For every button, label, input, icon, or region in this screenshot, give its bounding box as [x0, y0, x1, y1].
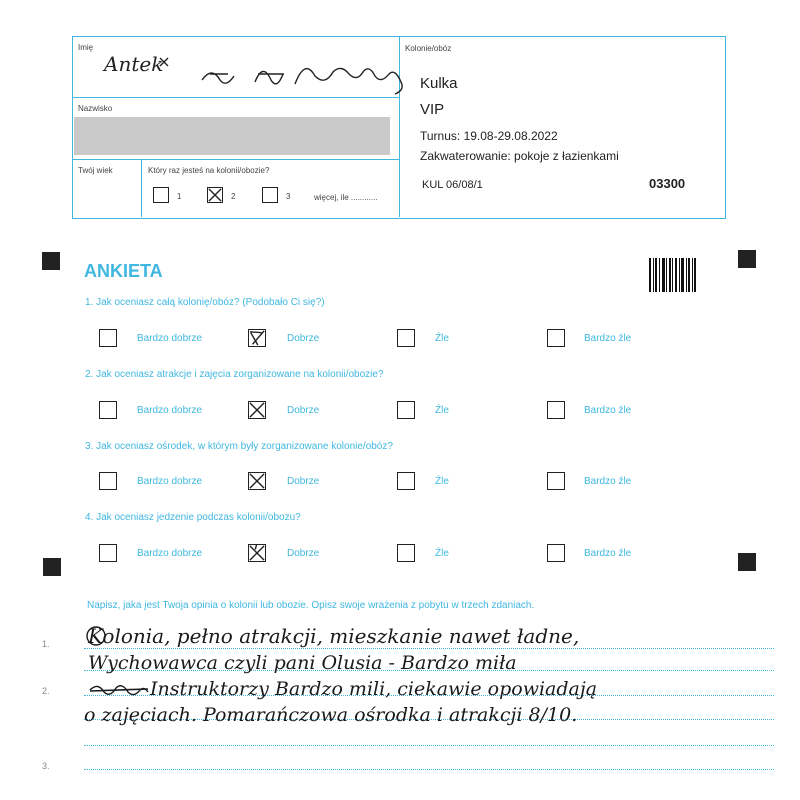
form-number: 03300 — [649, 176, 686, 191]
answer-line-1 — [84, 648, 774, 649]
times-option-2: 2 — [231, 192, 236, 201]
times-option-1: 1 — [177, 192, 182, 201]
q1-option-bardzo-zle: Bardzo źle — [584, 333, 632, 344]
name-label: Imię — [78, 43, 94, 52]
registration-mark-top-left — [42, 252, 60, 270]
header-divider-surname — [72, 159, 399, 160]
q2-option-bardzo-dobrze: Bardzo dobrze — [137, 405, 203, 416]
camp-type: VIP — [420, 101, 445, 118]
line-number-2: 2. — [42, 686, 50, 696]
q3-option-bardzo-zle: Bardzo źle — [584, 476, 632, 487]
q4-checkbox-bardzo-zle[interactable] — [547, 544, 565, 562]
camp-name: Kulka — [420, 75, 458, 92]
question-2: 2. Jak oceniasz atrakcje i zajęcia zorganizowane na kolonii/obozie? — [85, 369, 384, 380]
handwritten-line-3: Instruktorzy Bardzo mili, ciekawie opowiadają — [150, 678, 598, 700]
surname-label: Nazwisko — [78, 104, 113, 113]
q1-checkbox-dobrze[interactable] — [248, 329, 266, 347]
header-divider-age — [141, 159, 142, 217]
q2-checkbox-bardzo-dobrze[interactable] — [99, 401, 117, 419]
answer-line-6 — [84, 769, 774, 770]
line-number-1: 1. — [42, 639, 50, 649]
q3-option-zle: Źle — [435, 476, 449, 487]
q1-option-dobrze: Dobrze — [287, 333, 320, 344]
q2-option-bardzo-zle: Bardzo źle — [584, 405, 632, 416]
q1-checkbox-bardzo-dobrze[interactable] — [99, 329, 117, 347]
handwritten-line-4: o zajęciach. Pomarańczowa ośrodka i atrakcji 8/10. — [84, 704, 578, 726]
q4-checkbox-bardzo-dobrze[interactable] — [99, 544, 117, 562]
handwritten-circle — [84, 624, 108, 648]
turnus: Turnus: 19.08-29.08.2022 — [420, 129, 558, 143]
barcode — [649, 258, 703, 292]
times-label: Który raz jesteś na kolonii/obozie? — [148, 166, 270, 175]
question-3: 3. Jak oceniasz ośrodek, w którym były zorganizowane kolonie/obóz? — [85, 441, 393, 452]
q2-checkbox-bardzo-zle[interactable] — [547, 401, 565, 419]
times-checkbox-1[interactable] — [153, 187, 169, 203]
checkmark-x-icon — [249, 545, 265, 561]
q4-option-zle: Źle — [435, 548, 449, 559]
q1-checkbox-zle[interactable] — [397, 329, 415, 347]
registration-mark-top-right — [738, 250, 756, 268]
q3-option-bardzo-dobrze: Bardzo dobrze — [137, 476, 203, 487]
q4-option-bardzo-dobrze: Bardzo dobrze — [137, 548, 203, 559]
q2-checkbox-dobrze[interactable] — [248, 401, 266, 419]
checkmark-icon — [249, 330, 265, 346]
handwritten-strikethrough — [88, 680, 150, 702]
q4-checkbox-zle[interactable] — [397, 544, 415, 562]
q4-checkbox-dobrze[interactable] — [248, 544, 266, 562]
question-1: 1. Jak oceniasz całą kolonię/obóz? (Podobało Ci się?) — [85, 297, 325, 308]
q2-option-zle: Źle — [435, 405, 449, 416]
handwritten-line-1: Kolonia, pełno atrakcji, mieszkanie nawet ładne, — [88, 624, 580, 648]
times-checkbox-3[interactable] — [262, 187, 278, 203]
q2-option-dobrze: Dobrze — [287, 405, 320, 416]
q1-option-bardzo-dobrze: Bardzo dobrze — [137, 333, 203, 344]
line-number-3: 3. — [42, 761, 50, 771]
q1-checkbox-bardzo-zle[interactable] — [547, 329, 565, 347]
registration-mark-bottom-right — [738, 553, 756, 571]
registration-mark-bottom-left — [43, 558, 61, 576]
handwritten-line-2: Wychowawca czyli pani Olusia - Bardzo miła — [88, 652, 517, 674]
survey-title: ANKIETA — [84, 261, 163, 281]
camp-label: Kolonie/obóz — [405, 44, 452, 53]
age-label: Twój wiek — [78, 166, 113, 175]
camp-code: KUL 06/08/1 — [422, 179, 483, 191]
times-option-3: 3 — [286, 192, 291, 201]
q4-option-dobrze: Dobrze — [287, 548, 320, 559]
times-option-more: więcej, ile ............ — [314, 193, 378, 202]
checkmark-x-icon — [249, 473, 265, 489]
question-4: 4. Jak oceniasz jedzenie podczas kolonii/obozu? — [85, 512, 301, 523]
q3-checkbox-bardzo-zle[interactable] — [547, 472, 565, 490]
q3-checkbox-bardzo-dobrze[interactable] — [99, 472, 117, 490]
q3-checkbox-zle[interactable] — [397, 472, 415, 490]
q3-checkbox-dobrze[interactable] — [248, 472, 266, 490]
checkmark-x-icon — [208, 188, 222, 202]
q3-option-dobrze: Dobrze — [287, 476, 320, 487]
surname-redaction — [74, 117, 390, 155]
name-scribbles — [150, 50, 420, 98]
checkmark-x-icon — [249, 402, 265, 418]
name-value: Antek — [104, 52, 164, 76]
q1-option-zle: Źle — [435, 333, 449, 344]
q4-option-bardzo-zle: Bardzo źle — [584, 548, 632, 559]
answer-line-5 — [84, 745, 774, 746]
q2-checkbox-zle[interactable] — [397, 401, 415, 419]
times-checkbox-2[interactable] — [207, 187, 223, 203]
opinion-prompt: Napisz, jaka jest Twoja opinia o kolonii lub obozie. Opisz swoje wrażenia z pobytu w trzech zdaniach. — [87, 600, 535, 611]
zakwaterowanie: Zakwaterowanie: pokoje z łazienkami — [420, 149, 619, 163]
